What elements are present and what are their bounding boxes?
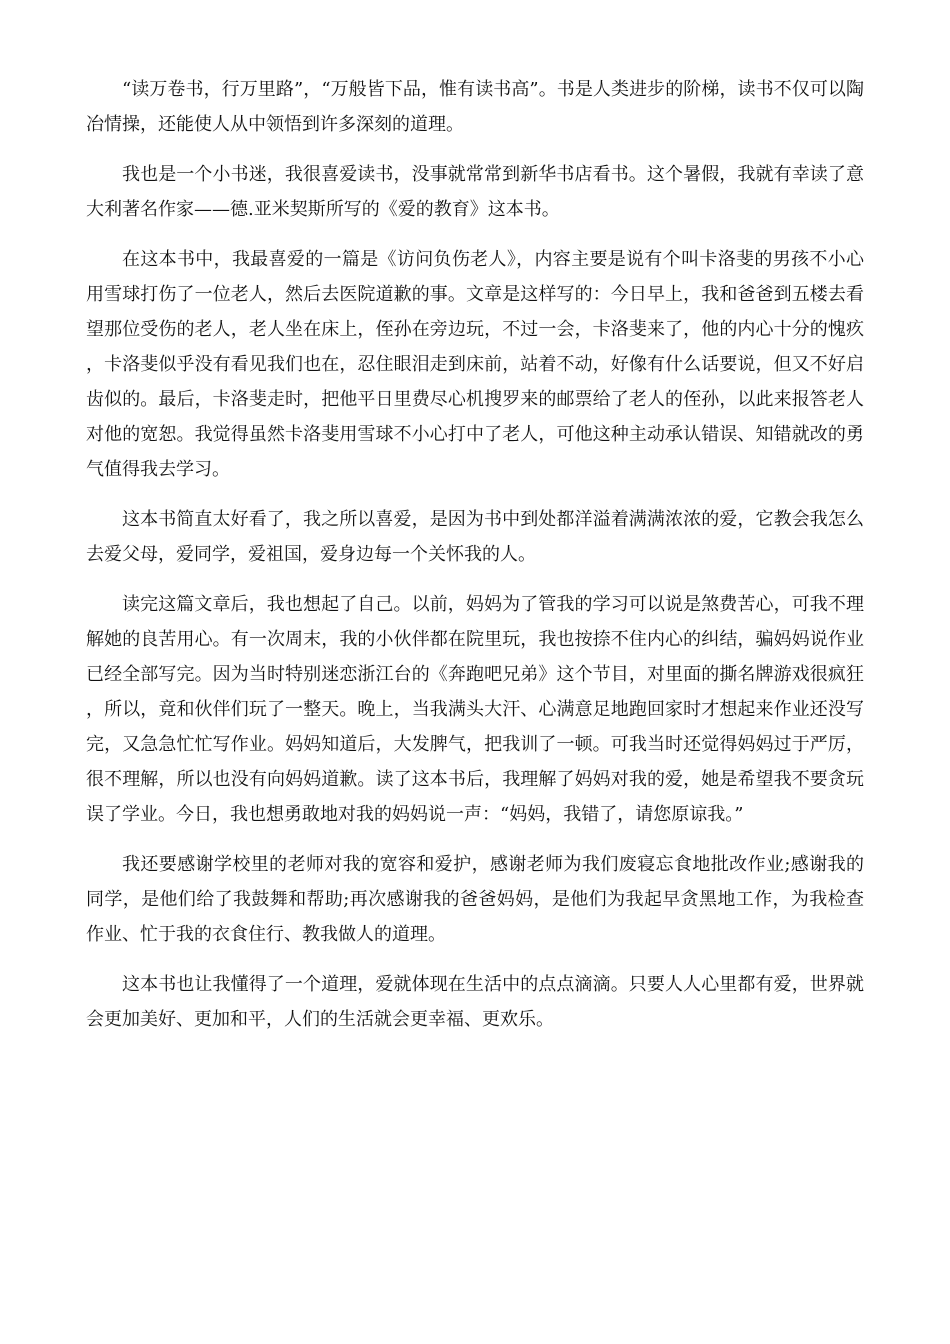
paragraph-5: 读完这篇文章后，我也想起了自己。以前，妈妈为了管我的学习可以说是煞费苦心，可我不理解她的良苦用心。有一次周末，我的小伙伴都在院里玩，我也按捺不住内心的纠结，骗妈妈说作业已经全部写完。因为当时特别迷恋浙江台的《奔跑吧兄弟》这个节目，对里面的撕名牌游戏很疯狂，所以，竟和伙伴们玩了一整天。晚上，当我满头大汗、心满意足地跑回家时才想起来作业还没写完，又急急忙忙写作业。妈妈知道后，大发脾气，把我训了一顿。可我当时还觉得妈妈过于严厉，很不理解，所以也没有向妈妈道歉。读了这本书后，我理解了妈妈对我的爱，她是希望我不要贪玩误了学业。今日，我也想勇敢地对我的妈妈说一声：“妈妈，我错了，请您原谅我。” xyxy=(86,594,864,825)
paragraph-4: 这本书简直太好看了，我之所以喜爱，是因为书中到处都洋溢着满满浓浓的爱，它教会我怎么去爱父母，爱同学，爱祖国，爱身边每一个关怀我的人。 xyxy=(86,509,864,565)
paragraph-6: 我还要感谢学校里的老师对我的宽容和爱护，感谢老师为我们废寝忘食地批改作业;感谢我的同学，是他们给了我鼓舞和帮助;再次感谢我的爸爸妈妈，是他们为我起早贪黑地工作，为我检查作业、忙于我的衣食住行、教我做人的道理。 xyxy=(86,854,864,945)
paragraph-3: 在这本书中，我最喜爱的一篇是《访问负伤老人》，内容主要是说有个叫卡洛斐的男孩不小心用雪球打伤了一位老人，然后去医院道歉的事。文章是这样写的：今日早上，我和爸爸到五楼去看望那位受伤的老人，老人坐在床上，侄孙在旁边玩，不过一会，卡洛斐来了，他的内心十分的愧疚，卡洛斐似乎没有看见我们也在，忍住眼泪走到床前，站着不动，好像有什么话要说，但又不好启齿似的。最后，卡洛斐走时，把他平日里费尽心机搜罗来的邮票给了老人的侄孙，以此来报答老人对他的宽恕。我觉得虽然卡洛斐用雪球不小心打中了老人，可他这种主动承认错误、知错就改的勇气值得我去学习。 xyxy=(86,249,864,480)
document-page xyxy=(86,72,864,1052)
paragraph-1: “读万卷书，行万里路”，“万般皆下品，惟有读书高”。书是人类进步的阶梯，读书不仅可以陶冶情操，还能使人从中领悟到许多深刻的道理。 xyxy=(86,79,864,135)
paragraph-2: 我也是一个小书迷，我很喜爱读书，没事就常常到新华书店看书。这个暑假，我就有幸读了意大利著名作家——德.亚米契斯所写的《爱的教育》这本书。 xyxy=(86,164,864,220)
paragraph-7: 这本书也让我懂得了一个道理，爱就体现在生活中的点点滴滴。只要人人心里都有爱，世界就会更加美好、更加和平，人们的生活就会更幸福、更欢乐。 xyxy=(86,974,864,1030)
